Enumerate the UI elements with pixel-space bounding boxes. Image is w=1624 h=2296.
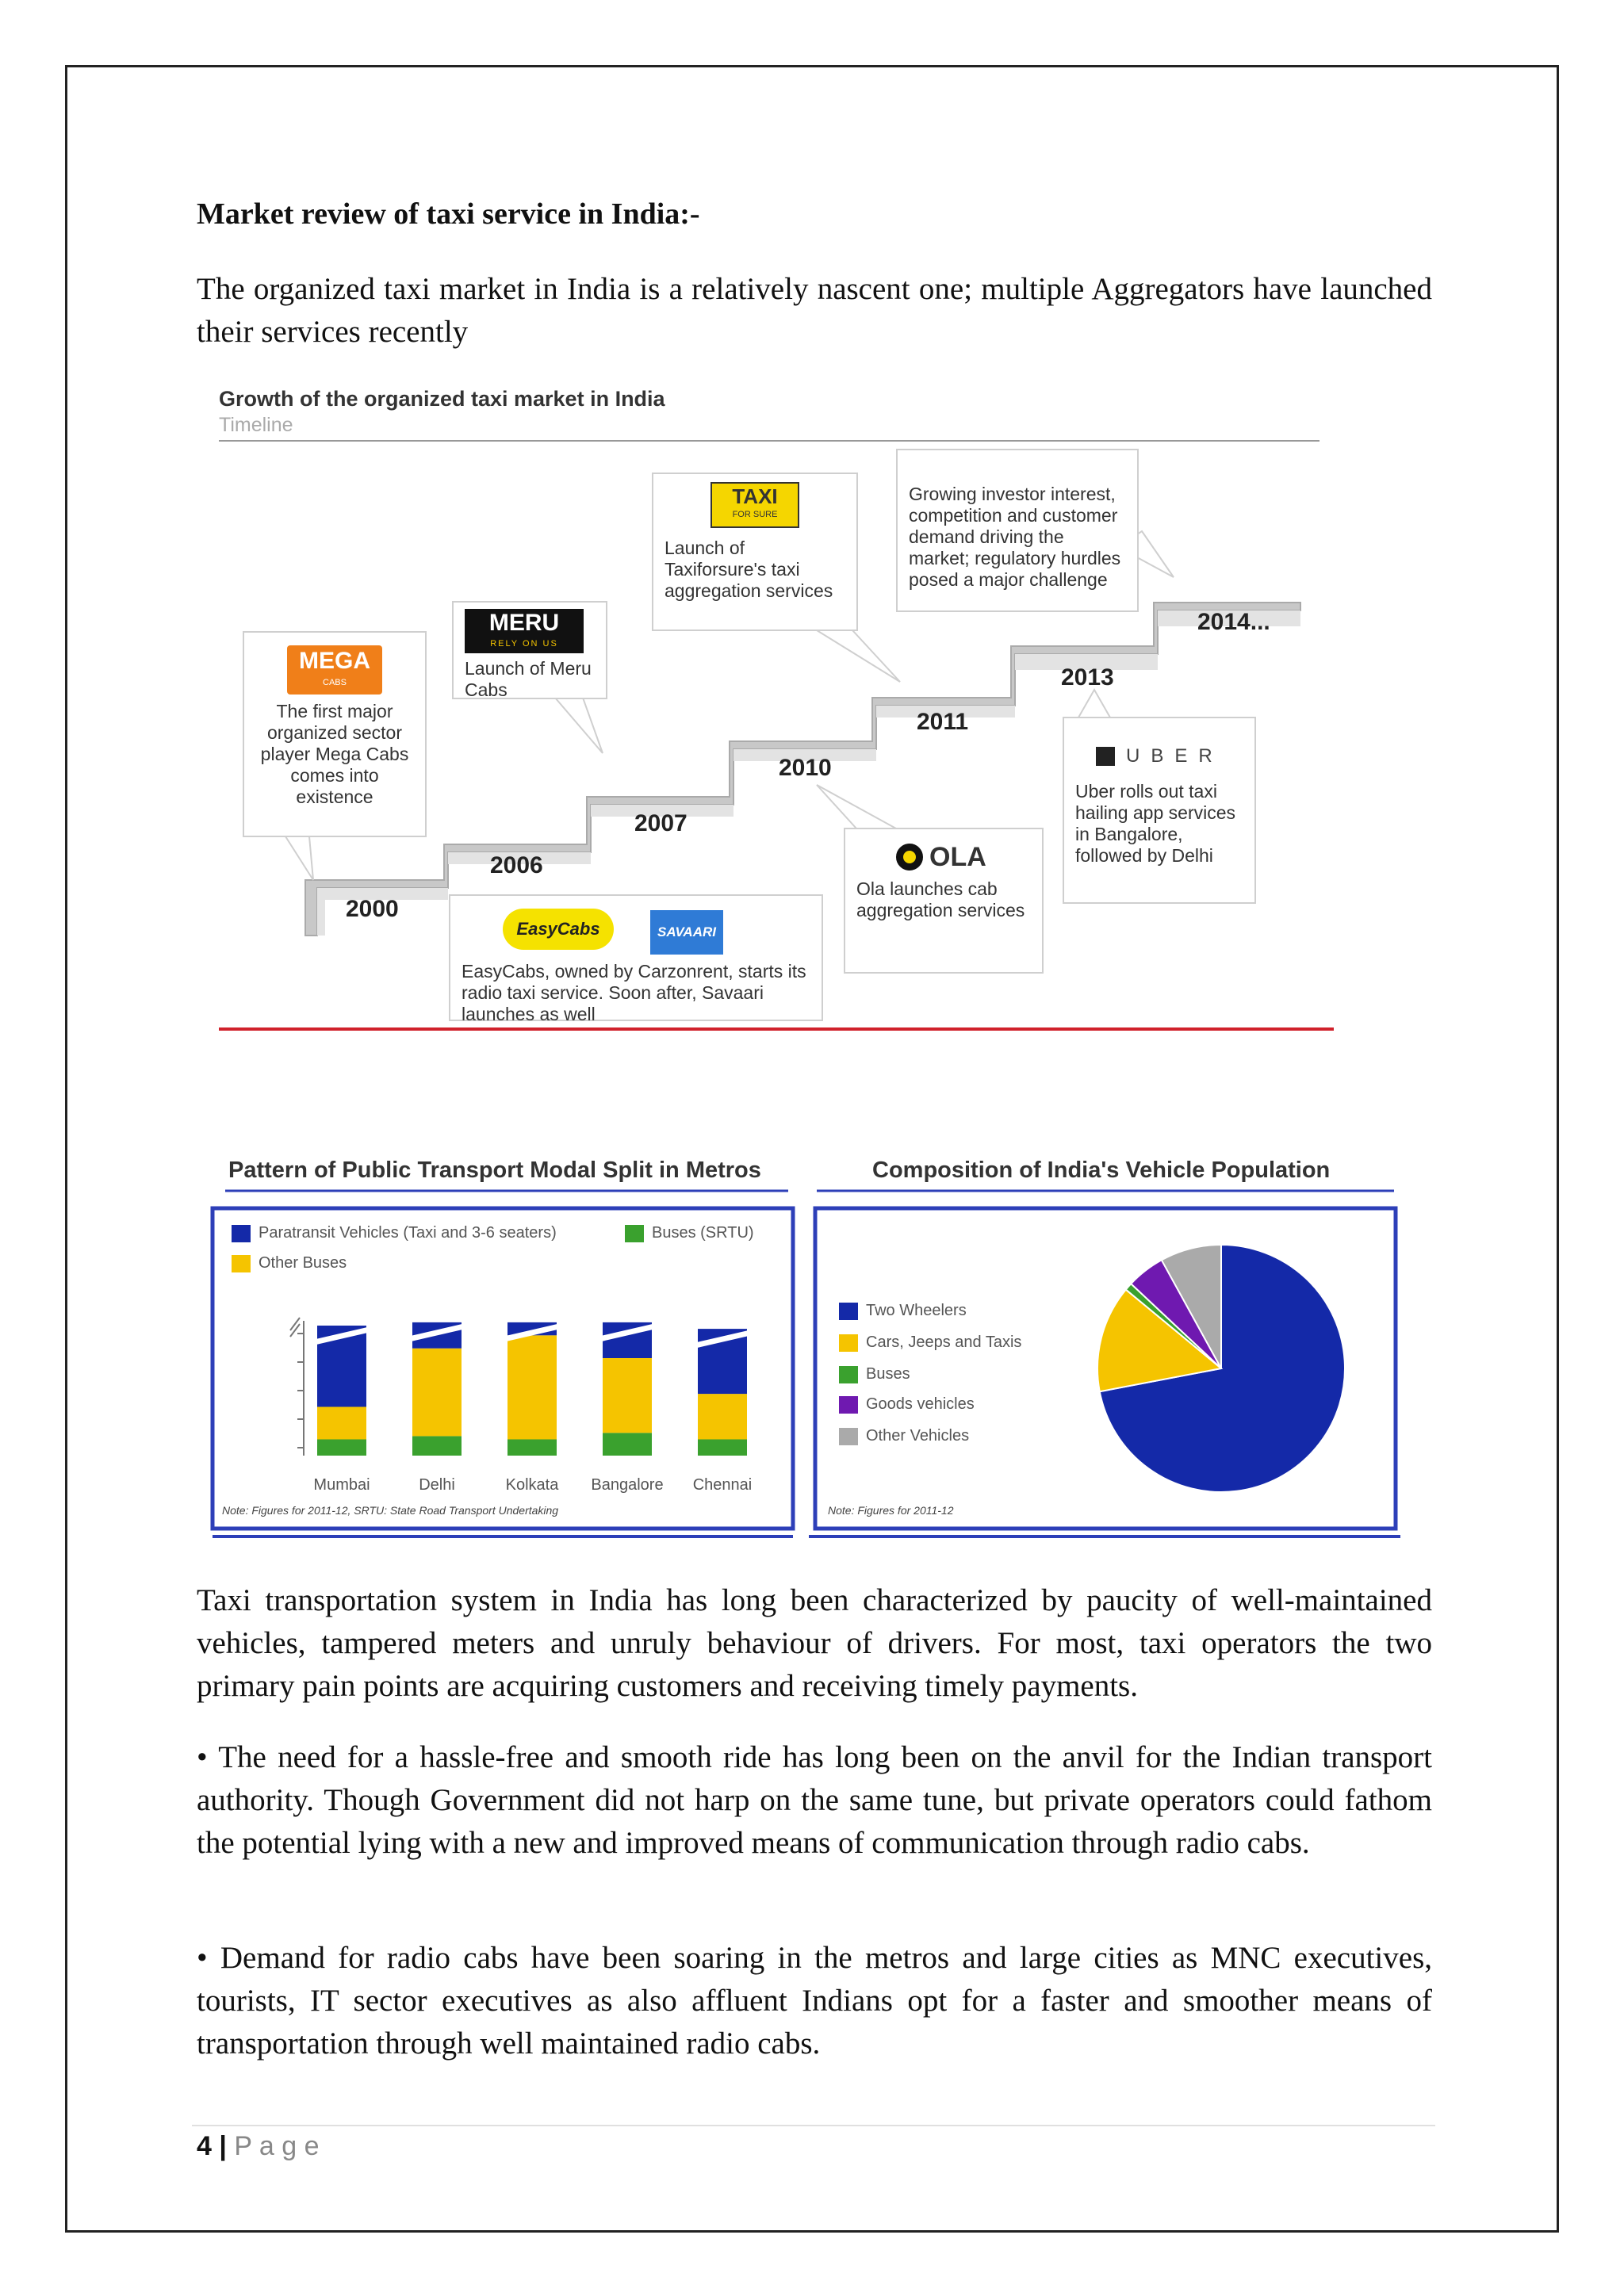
year-2007: 2007 [634, 810, 688, 836]
year-2010: 2010 [779, 755, 832, 781]
event-meru: MERU RELY ON US Launch of Meru Cabs [452, 601, 607, 699]
legend-two-wheelers: Two Wheelers [839, 1302, 967, 1320]
body-paragraph-2: • The need for a hassle-free and smooth ride has long been on the anvil for the Indian transport authority. Though Government did not harp on the same tune, but private operators could fathom the potential lying with a new and improved means of communication through radio cabs. [197, 1740, 1432, 1860]
pie-chart-title: Composition of India's Vehicle Population [872, 1158, 1331, 1183]
legend-other-vehicles: Other Vehicles [839, 1427, 969, 1445]
category-label: Delhi [419, 1476, 455, 1494]
page-label: P a g e [234, 2131, 320, 2161]
footer-rule [192, 2125, 1435, 2126]
savaari-logo: SAVAARI [650, 910, 723, 955]
legend-paratransit: Paratransit Vehicles (Taxi and 3-6 seaters) [232, 1224, 557, 1242]
bar-chart-title: Pattern of Public Transport Modal Split in Metros [228, 1158, 761, 1183]
easycabs-logo: EasyCabs [503, 909, 614, 950]
event-ola: OLA Ola launches cab aggregation services [844, 828, 1044, 974]
category-label: Mumbai [313, 1476, 370, 1494]
legend-buses: Buses [839, 1365, 910, 1383]
category-label: Kolkata [505, 1476, 559, 1494]
mega-cabs-logo: MEGA CABS [287, 645, 382, 695]
page-number: 4 [197, 2131, 212, 2161]
ola-logo: OLA [896, 844, 1031, 871]
category-label: Bangalore [591, 1476, 664, 1494]
timeline-title: Growth of the organized taxi market in India [219, 387, 665, 411]
meru-logo: MERU RELY ON US [465, 609, 584, 653]
year-2013: 2013 [1061, 664, 1114, 691]
timeline-subtitle: Timeline [219, 414, 293, 436]
page-footer [197, 2131, 319, 2162]
taxiforsure-logo: TAXI FOR SURE [710, 482, 799, 528]
year-2000: 2000 [346, 896, 399, 922]
legend-cars-jeeps-taxis: Cars, Jeeps and Taxis [839, 1334, 1021, 1352]
event-growth: Growing investor interest, competition and customer demand driving the market; regulatory hurdles posed a major challenge [896, 449, 1139, 612]
legend-goods-vehicles: Goods vehicles [839, 1395, 975, 1414]
year-2006: 2006 [490, 852, 543, 878]
event-uber: UBER Uber rolls out taxi hailing app services in Bangalore, followed by Delhi [1063, 717, 1256, 904]
legend-buses-srtu: Buses (SRTU) [625, 1224, 754, 1242]
event-easycabs-savaari: EasyCabs SAVAARI EasyCabs, owned by Carzonrent, starts its radio taxi service. Soon after, Savaari launches as well [449, 894, 823, 1021]
year-2011: 2011 [917, 709, 969, 735]
pie-chart-note: Note: Figures for 2011-12 [828, 1504, 954, 1517]
event-taxiforsure: TAXI FOR SURE Launch of Taxiforsure's taxi aggregation services [652, 473, 858, 631]
section-heading: Market review of taxi service in India:- [197, 197, 700, 231]
body-paragraph-1: Taxi transportation system in India has long been characterized by paucity of well-maintained vehicles, tampered meters and unruly behaviour of drivers. For most, taxi operators the two primary pain points are acquiring customers and receiving timely payments. [197, 1583, 1432, 1703]
intro-paragraph: The organized taxi market in India is a relatively nascent one; multiple Aggregators have launched their services recently [197, 272, 1432, 349]
category-label: Chennai [692, 1476, 753, 1494]
year-2014: 2014... [1197, 609, 1270, 635]
uber-logo: UBER [1096, 745, 1243, 767]
body-paragraph-3: • Demand for radio cabs have been soaring in the metros and large cities as MNC executives, tourists, IT sector executives as also affluent Indians opt for a faster and smoother means of transportation through well maintained radio cabs. [197, 1941, 1432, 2061]
bar-chart-note: Note: Figures for 2011-12, SRTU: State Road Transport Undertaking [222, 1504, 559, 1517]
legend-other-buses: Other Buses [232, 1254, 347, 1272]
footer-separator: | [219, 2131, 227, 2161]
event-mega-cabs: MEGA CABS The first major organized sector player Mega Cabs comes into existence [243, 631, 427, 837]
